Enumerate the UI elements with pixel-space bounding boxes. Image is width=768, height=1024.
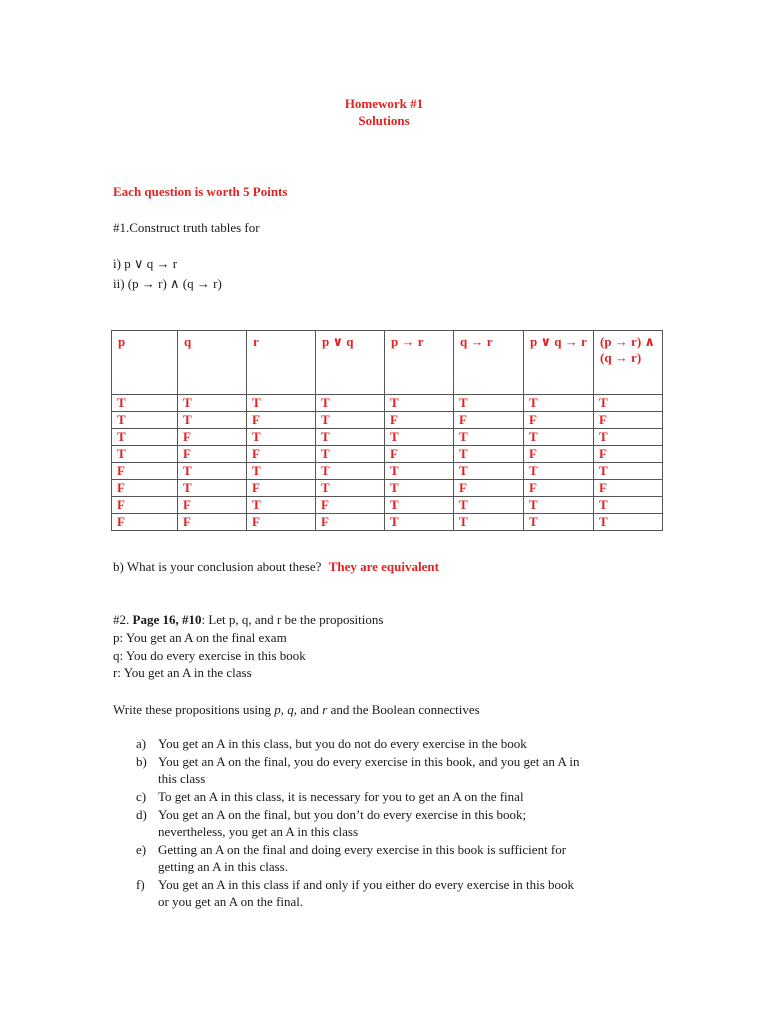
table-cell: T: [594, 395, 663, 412]
table-cell: T: [454, 395, 524, 412]
conclusion-question: b) What is your conclusion about these?: [113, 559, 322, 574]
table-cell: F: [385, 446, 454, 463]
item-letter: e): [136, 842, 147, 857]
table-row: [112, 497, 663, 514]
table-cell: T: [178, 412, 247, 429]
conclusion-answer: They are equivalent: [328, 559, 439, 574]
question-2-heading: [113, 612, 383, 628]
item-letter: d): [136, 807, 147, 822]
table-cell: T: [247, 463, 316, 480]
header-q: q: [178, 331, 247, 395]
definition-p: p: You get an A on the final exam: [113, 630, 287, 645]
proposition-list: [136, 735, 656, 911]
table-cell: T: [385, 429, 454, 446]
table-row: [112, 412, 663, 429]
instruction-part1: Write these propositions using: [113, 702, 275, 717]
table-cell: T: [385, 463, 454, 480]
item-letter: c): [136, 789, 147, 804]
header-r: r: [247, 331, 316, 395]
list-item: [136, 788, 656, 805]
question-2-number: #2.: [113, 612, 130, 627]
list-item: [136, 841, 656, 875]
table-row: [112, 429, 663, 446]
table-cell: F: [316, 497, 385, 514]
truth-table: [111, 330, 663, 531]
points-notice: Each question is worth 5 Points: [113, 184, 288, 199]
table-cell: T: [524, 395, 594, 412]
table-cell: T: [524, 463, 594, 480]
item-text-line2: or you get an A on the final.: [158, 894, 304, 909]
table-cell: F: [594, 412, 663, 429]
table-cell: F: [178, 497, 247, 514]
table-cell: T: [247, 497, 316, 514]
table-cell: T: [247, 395, 316, 412]
table-cell: T: [594, 514, 663, 531]
table-cell: T: [178, 480, 247, 497]
table-cell: T: [316, 395, 385, 412]
question-1-heading: #1.Construct truth tables for: [113, 220, 260, 235]
header-conjunction: (p → r) ∧ (q → r): [594, 331, 663, 395]
instruction-p: p,: [274, 702, 284, 717]
table-cell: F: [594, 480, 663, 497]
item-text: To get an A in this class, it is necessary for you to get an A on the final: [158, 789, 524, 804]
table-cell: T: [178, 463, 247, 480]
table-cell: F: [178, 446, 247, 463]
table-cell: F: [524, 480, 594, 497]
instruction-r: r: [322, 702, 328, 717]
table-cell: F: [524, 412, 594, 429]
question-2-intro: : Let p, q, and r be the propositions: [201, 612, 384, 627]
table-cell: T: [594, 497, 663, 514]
instruction: [113, 702, 480, 718]
table-cell: F: [112, 497, 178, 514]
item-text-line2: getting an A in this class.: [158, 859, 288, 874]
table-row: [112, 480, 663, 497]
header-q-implies-r: q → r: [454, 331, 524, 395]
table-cell: F: [247, 446, 316, 463]
table-cell: T: [385, 480, 454, 497]
table-cell: T: [454, 446, 524, 463]
table-row: [112, 395, 663, 412]
item-text-line1: You get an A in this class if and only if you either do every exercise in this book: [158, 877, 575, 892]
list-item: [136, 876, 656, 910]
table-cell: T: [524, 497, 594, 514]
table-cell: F: [112, 480, 178, 497]
table-cell: T: [524, 514, 594, 531]
table-cell: T: [112, 429, 178, 446]
table-row: [112, 446, 663, 463]
conclusion-line: [113, 559, 439, 575]
item-text: You get an A in this class, but you do not do every exercise in the book: [158, 736, 527, 751]
expression-i: i) p ∨ q → r: [113, 256, 178, 271]
item-text-line1: Getting an A on the final and doing every exercise in this book is sufficient for: [158, 842, 567, 857]
table-cell: F: [178, 429, 247, 446]
table-cell: T: [454, 497, 524, 514]
list-item: [136, 806, 656, 840]
instruction-q: q,: [287, 702, 297, 717]
item-letter: a): [136, 736, 147, 751]
table-cell: T: [594, 429, 663, 446]
table-cell: T: [316, 463, 385, 480]
table-cell: F: [454, 480, 524, 497]
item-text-line2: nevertheless, you get an A in this class: [158, 824, 359, 839]
table-cell: T: [112, 395, 178, 412]
definition-q: q: You do every exercise in this book: [113, 648, 306, 663]
table-cell: T: [454, 514, 524, 531]
table-cell: T: [112, 446, 178, 463]
table-cell: F: [112, 463, 178, 480]
table-cell: T: [316, 429, 385, 446]
instruction-and: and: [297, 702, 323, 717]
table-cell: T: [178, 395, 247, 412]
item-text-line1: You get an A on the final, you do every exercise in this book, and you get an A in: [158, 754, 580, 769]
item-text-line1: You get an A on the final, but you don’t do every exercise in this book;: [158, 807, 527, 822]
list-item: [136, 753, 656, 787]
table-cell: T: [247, 429, 316, 446]
table-cell: F: [524, 446, 594, 463]
page-title: Homework #1: [344, 96, 424, 111]
header-p-implies-r: p → r: [385, 331, 454, 395]
table-cell: F: [178, 514, 247, 531]
table-row: [112, 463, 663, 480]
list-item: [136, 735, 656, 752]
item-letter: f): [136, 877, 145, 892]
instruction-part2: and the Boolean connectives: [327, 702, 480, 717]
table-cell: F: [316, 514, 385, 531]
page-subtitle: Solutions: [358, 113, 410, 128]
table-cell: T: [385, 395, 454, 412]
table-cell: F: [594, 446, 663, 463]
question-2-reference: Page 16, #10: [132, 612, 202, 627]
table-cell: T: [316, 480, 385, 497]
header-p-or-q-implies-r: p ∨ q → r: [524, 331, 594, 395]
table-cell: T: [454, 429, 524, 446]
table-cell: F: [247, 412, 316, 429]
item-text-line2: this class: [158, 771, 206, 786]
table-cell: F: [247, 480, 316, 497]
table-cell: F: [112, 514, 178, 531]
definition-r: r: You get an A in the class: [113, 665, 252, 680]
table-cell: T: [112, 412, 178, 429]
header-p: p: [112, 331, 178, 395]
table-cell: T: [385, 514, 454, 531]
table-cell: F: [385, 412, 454, 429]
header-p-or-q: p ∨ q: [316, 331, 385, 395]
table-row: [112, 514, 663, 531]
item-letter: b): [136, 754, 147, 769]
expression-ii: ii) (p → r) ∧ (q → r): [113, 276, 222, 291]
table-cell: F: [454, 412, 524, 429]
table-cell: T: [454, 463, 524, 480]
table-cell: T: [316, 412, 385, 429]
table-cell: T: [524, 429, 594, 446]
table-cell: T: [385, 497, 454, 514]
table-cell: F: [247, 514, 316, 531]
table-cell: T: [594, 463, 663, 480]
table-cell: T: [316, 446, 385, 463]
truth-table-header-row: [112, 331, 663, 395]
